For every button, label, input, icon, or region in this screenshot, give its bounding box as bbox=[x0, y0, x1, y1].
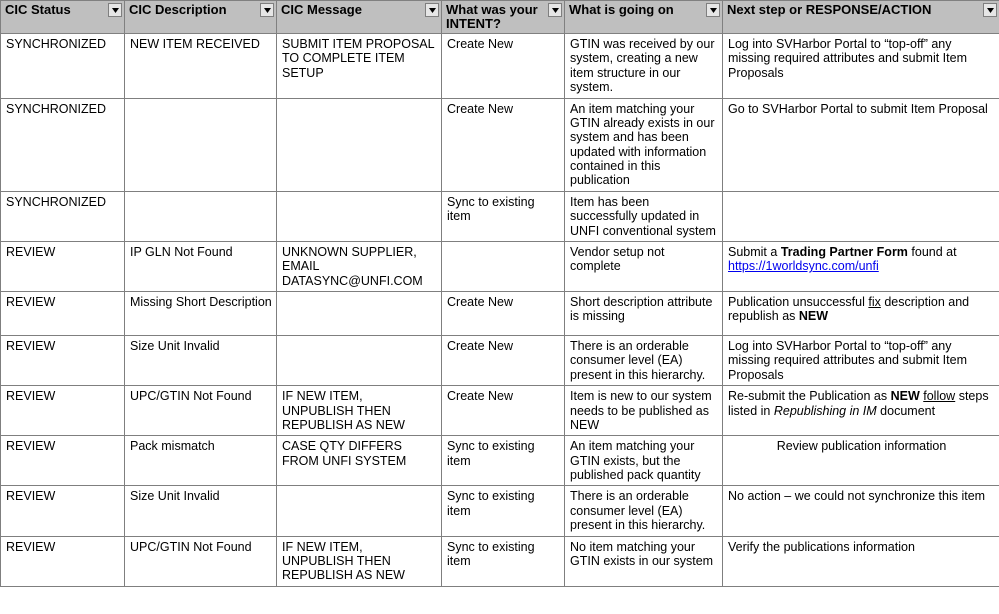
cell-intent: Sync to existing item bbox=[442, 536, 565, 586]
cell-whats-going-on: There is an orderable consumer level (EA) present in this hierarchy. bbox=[565, 486, 723, 536]
column-header-cic-message bbox=[277, 1, 442, 34]
filter-dropdown-icon[interactable] bbox=[706, 3, 720, 17]
table-row[interactable] bbox=[1, 292, 999, 336]
text-run: Publication unsuccessful bbox=[728, 295, 869, 310]
column-header-intent bbox=[442, 1, 565, 34]
cell-cic-status: REVIEW bbox=[1, 486, 125, 536]
cell-whats-going-on: Item is new to our system needs to be published as NEW bbox=[565, 386, 723, 436]
cell-intent: Create New bbox=[442, 386, 565, 436]
cell-cic-message bbox=[277, 486, 442, 536]
cell-cic-description: NEW ITEM RECEIVED bbox=[125, 34, 277, 99]
cell-cic-description: Size Unit Invalid bbox=[125, 486, 277, 536]
text-run: Submit a bbox=[728, 244, 781, 259]
filter-dropdown-icon[interactable] bbox=[425, 3, 439, 17]
table-row[interactable] bbox=[1, 191, 999, 241]
column-header-next-step bbox=[723, 1, 999, 34]
cell-whats-going-on: There is an orderable consumer level (EA) present in this hierarchy. bbox=[565, 336, 723, 386]
column-header-whats-going-on bbox=[565, 1, 723, 34]
text-run: steps listed in bbox=[728, 389, 989, 418]
column-header-label: CIC Status bbox=[5, 2, 71, 17]
cell-cic-message bbox=[277, 98, 442, 191]
cell-cic-description: IP GLN Not Found bbox=[125, 241, 277, 291]
cell-cic-status: REVIEW bbox=[1, 241, 125, 291]
cell-intent bbox=[442, 241, 565, 291]
filter-dropdown-icon[interactable] bbox=[548, 3, 562, 17]
cell-cic-message bbox=[277, 336, 442, 386]
table-header-row bbox=[1, 1, 999, 34]
cell-whats-going-on: Item has been successfully updated in UNFI conventional system bbox=[565, 191, 723, 241]
cell-whats-going-on: Short description attribute is missing bbox=[565, 292, 723, 336]
cell-cic-status: REVIEW bbox=[1, 336, 125, 386]
table-row[interactable] bbox=[1, 386, 999, 436]
cell-next-step: Go to SVHarbor Portal to submit Item Proposal bbox=[723, 98, 999, 191]
cell-whats-going-on: No item matching your GTIN exists in our system bbox=[565, 536, 723, 586]
cell-cic-description: UPC/GTIN Not Found bbox=[125, 536, 277, 586]
cell-cic-description bbox=[125, 191, 277, 241]
column-header-cic-description bbox=[125, 1, 277, 34]
cell-intent: Create New bbox=[442, 34, 565, 99]
column-header-label: What is going on bbox=[569, 2, 674, 17]
cell-cic-status: SYNCHRONIZED bbox=[1, 34, 125, 99]
table-row[interactable] bbox=[1, 34, 999, 99]
cell-cic-message: IF NEW ITEM, UNPUBLISH THEN REPUBLISH AS NEW bbox=[277, 536, 442, 586]
cell-cic-description bbox=[125, 98, 277, 191]
emphasis-italic: Republishing in IM bbox=[773, 403, 877, 418]
column-header-label: Next step or RESPONSE/ACTION bbox=[727, 2, 932, 17]
cell-cic-message bbox=[277, 191, 442, 241]
cell-cic-status: SYNCHRONIZED bbox=[1, 98, 125, 191]
cell-whats-going-on: Vendor setup not complete bbox=[565, 241, 723, 291]
cell-intent: Create New bbox=[442, 98, 565, 191]
cell-cic-status: REVIEW bbox=[1, 292, 125, 336]
cell-intent: Create New bbox=[442, 336, 565, 386]
cell-next-step: Log into SVHarbor Portal to “top-off” any missing required attributes and submit Item Proposals bbox=[723, 336, 999, 386]
emphasis-underline: fix bbox=[868, 295, 881, 310]
cell-intent: Sync to existing item bbox=[442, 436, 565, 486]
emphasis-underline: follow bbox=[923, 389, 956, 404]
column-header-label: What was your INTENT? bbox=[446, 2, 538, 32]
column-header-cic-status bbox=[1, 1, 125, 34]
cell-next-step: Log into SVHarbor Portal to “top-off” any missing required attributes and submit Item Proposals bbox=[723, 34, 999, 99]
text-run: Re-submit the Publication as bbox=[728, 389, 891, 404]
filter-dropdown-icon[interactable] bbox=[108, 3, 122, 17]
emphasis-bold: NEW bbox=[798, 309, 829, 324]
cell-intent: Sync to existing item bbox=[442, 486, 565, 536]
cell-cic-message: SUBMIT ITEM PROPOSAL TO COMPLETE ITEM SETUP bbox=[277, 34, 442, 99]
cell-next-step: No action – we could not synchronize this item bbox=[723, 486, 999, 536]
cell-next-step: Verify the publications information bbox=[723, 536, 999, 586]
table-row[interactable] bbox=[1, 336, 999, 386]
column-header-label: CIC Message bbox=[281, 2, 362, 17]
cell-next-step bbox=[723, 292, 999, 336]
text-run: description and republish as bbox=[728, 295, 970, 324]
cell-next-step bbox=[723, 191, 999, 241]
cell-cic-status: REVIEW bbox=[1, 436, 125, 486]
cell-cic-status: REVIEW bbox=[1, 536, 125, 586]
table-body bbox=[1, 34, 999, 587]
cell-whats-going-on: An item matching your GTIN exists, but the published pack quantity bbox=[565, 436, 723, 486]
cell-cic-message: CASE QTY DIFFERS FROM UNFI SYSTEM bbox=[277, 436, 442, 486]
emphasis-bold: Trading Partner Form bbox=[780, 244, 908, 259]
cell-cic-description: Size Unit Invalid bbox=[125, 336, 277, 386]
cell-whats-going-on: An item matching your GTIN already exists in our system and has been updated with information contained in this publication bbox=[565, 98, 723, 191]
cell-cic-description: Missing Short Description bbox=[125, 292, 277, 336]
cell-intent: Sync to existing item bbox=[442, 191, 565, 241]
column-header-label: CIC Description bbox=[129, 2, 227, 17]
cell-next-step bbox=[723, 386, 999, 436]
table-row[interactable] bbox=[1, 241, 999, 291]
cell-next-step bbox=[723, 241, 999, 291]
emphasis-bold: NEW bbox=[890, 389, 920, 404]
cell-cic-message: UNKNOWN SUPPLIER, EMAIL DATASYNC@UNFI.COM bbox=[277, 241, 442, 291]
cell-whats-going-on: GTIN was received by our system, creating a new item structure in our system. bbox=[565, 34, 723, 99]
cell-cic-message bbox=[277, 292, 442, 336]
filter-dropdown-icon[interactable] bbox=[983, 3, 997, 17]
table-row[interactable] bbox=[1, 486, 999, 536]
filter-dropdown-icon[interactable] bbox=[260, 3, 274, 17]
cell-cic-description: UPC/GTIN Not Found bbox=[125, 386, 277, 436]
cell-next-step: Review publication information bbox=[723, 436, 999, 486]
table-row[interactable] bbox=[1, 98, 999, 191]
table-row[interactable] bbox=[1, 536, 999, 586]
cell-cic-status: SYNCHRONIZED bbox=[1, 191, 125, 241]
cell-cic-message: IF NEW ITEM, UNPUBLISH THEN REPUBLISH AS NEW bbox=[277, 386, 442, 436]
external-link[interactable]: https://1worldsync.com/unfi bbox=[728, 259, 879, 274]
cell-cic-description: Pack mismatch bbox=[125, 436, 277, 486]
cell-intent: Create New bbox=[442, 292, 565, 336]
text-run: found at bbox=[907, 244, 957, 259]
table-row[interactable] bbox=[1, 436, 999, 486]
cell-cic-status: REVIEW bbox=[1, 386, 125, 436]
text-run: document bbox=[876, 403, 936, 418]
